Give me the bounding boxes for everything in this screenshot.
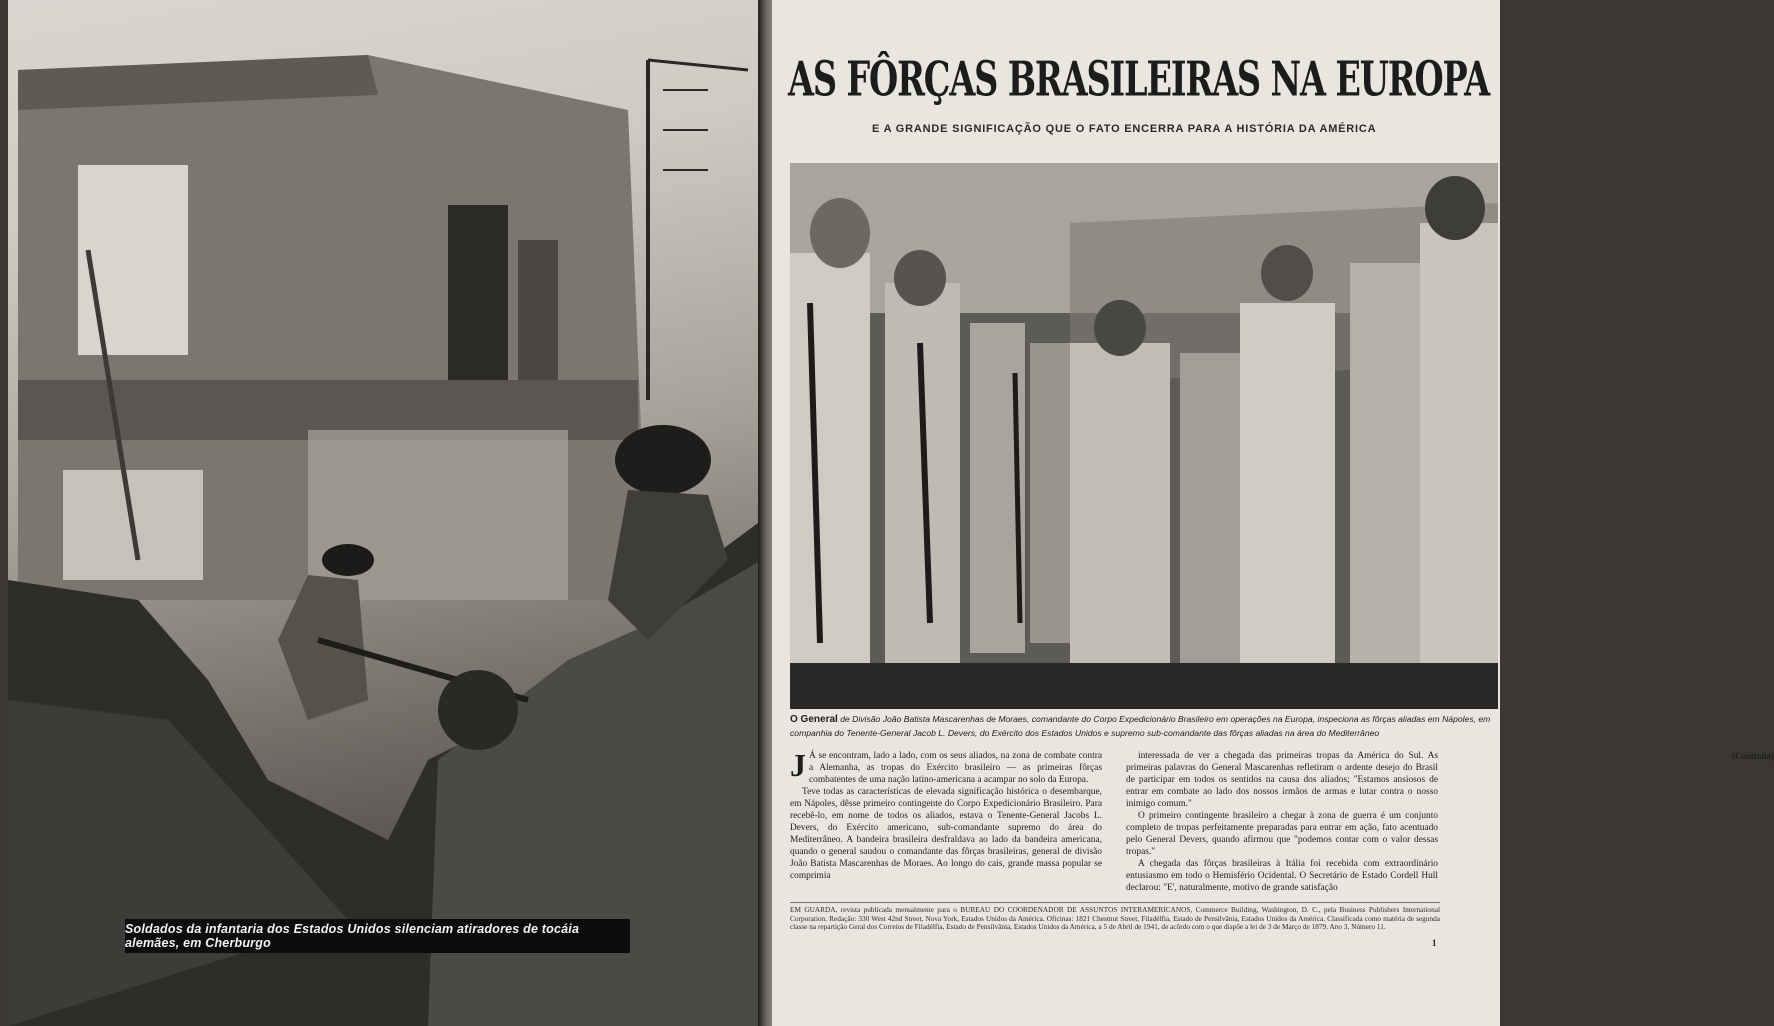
- left-photo-caption: Soldados da infantaria dos Estados Unidos silenciam atiradores de tocáia alemães, em Cherburgo: [125, 919, 630, 953]
- troop-inspection-image: [790, 163, 1498, 709]
- article-paragraph-5: A chegada das fôrças brasileiras à Itália foi recebida com extraordinário entusiasmo em todo o Hemisfério Ocidental. O Secretário de Estado Cordell Hull declarou: "E', naturalmente, motivo de grande satisfação: [1126, 859, 1438, 893]
- article-paragraph-4: O primeiro contingente brasileiro a chegar à zona de guerra é um conjunto completo de tropas perfeitamente preparadas para entrar em ação, fato acentuado pelo General Devers, quando afirmou que "podemos contar com o valor dessas tropas.": [1126, 811, 1438, 857]
- main-photo-caption: [790, 713, 1496, 739]
- caption-lead: O General: [790, 714, 838, 725]
- article-subhead: E A GRANDE SIGNIFICAÇÃO QUE O FATO ENCERRA PARA A HISTÓRIA DA AMÉRICA: [872, 123, 1377, 135]
- article-paragraph-3: interessada de ver a chegada das primeiras tropas da América do Sul. As primeiras palavras do General Mascarenhas refletiram o ardente desejo do Brasil de participar em todos os sentidos na causa dos aliados; "Estamos ansiosos de entrar em combate ao lado dos nossos irmãos de armas e lutar contra o nosso inimigo comum.": [1126, 751, 1438, 809]
- page-number: 1: [1432, 938, 1437, 948]
- continued-note: (Continúa): [1731, 751, 1774, 761]
- article-dropcap: J: [790, 747, 806, 783]
- imprint-divider: [790, 902, 1440, 903]
- article-paragraph-2: Teve todas as características de elevada significação histórica o desembarque, em Nápoles, dêsse primeiro contingente do Corpo Expedicionário Brasileiro. Para recebê-lo, em nome de todos os aliados, estava o Tenente-General Jacobs L. Devers, do Exército americano, sub-comandante supremo do área do Mediterrâneo. A bandeira brasileira desfraldava ao lado da bandeira americana, quando o general saudou o comandante das fôrças brasileiras, general de divisão João Batista Mascarenhas de Moraes. Ao longo do cais, grande massa popular se comprimia: [790, 787, 1102, 881]
- publication-imprint: EM GUARDA, revista publicada mensalmente para o BUREAU DO COORDENADOR DE ASSUNTOS INTERAMERICANOS, Commerce Building, Washington, D. C., pela Business Publishers International Corporation. Redação: 330 West 42nd Street, Nova York, Estados Unidos da América. Oficinas: 1821 Chestnut Street, Filadélfia, Estado de Pensilvânia, Estados Unidos da América. Classificada como matéria de segunda classe na repartição Geral dos Correios de Filadélfia, Estado de Pensilvânia, Estados Unidos da América, a 5 de Abril de 1941, de acôrdo com o que dispõe a lei de 3 de Março de 1879. Ano 3, Número 11.: [790, 905, 1440, 932]
- article-headline: AS FÔRÇAS BRASILEIRAS NA EUROPA: [788, 52, 1490, 108]
- right-page: [772, 0, 1774, 1026]
- troop-inspection-photo: [790, 163, 1498, 709]
- ruined-building-photo: [8, 0, 762, 1026]
- left-page-photo: [8, 0, 762, 1026]
- article-body: [790, 747, 1774, 895]
- caption-text: de Divisão João Batista Mascarenhas de Moraes, comandante do Corpo Expedicionário Brasileiro em operações na Europa, inspeciona as fôrças aliadas em Nápoles, em companhia do Tenente-General Jacob L. Devers, do Exército dos Estados Unidos e supremo sub-comandante das fôrças aliadas na área do Mediterrâneo: [790, 714, 1491, 738]
- article-paragraph-1: J Á se encontram, lado a lado, com os seus aliados, na zona de combate contra a Alemanha, as tropas do Exército brasileiro — as primeiras fôrças combatentes de uma nação latino-americana a acampar no solo da Europa.: [790, 747, 1102, 785]
